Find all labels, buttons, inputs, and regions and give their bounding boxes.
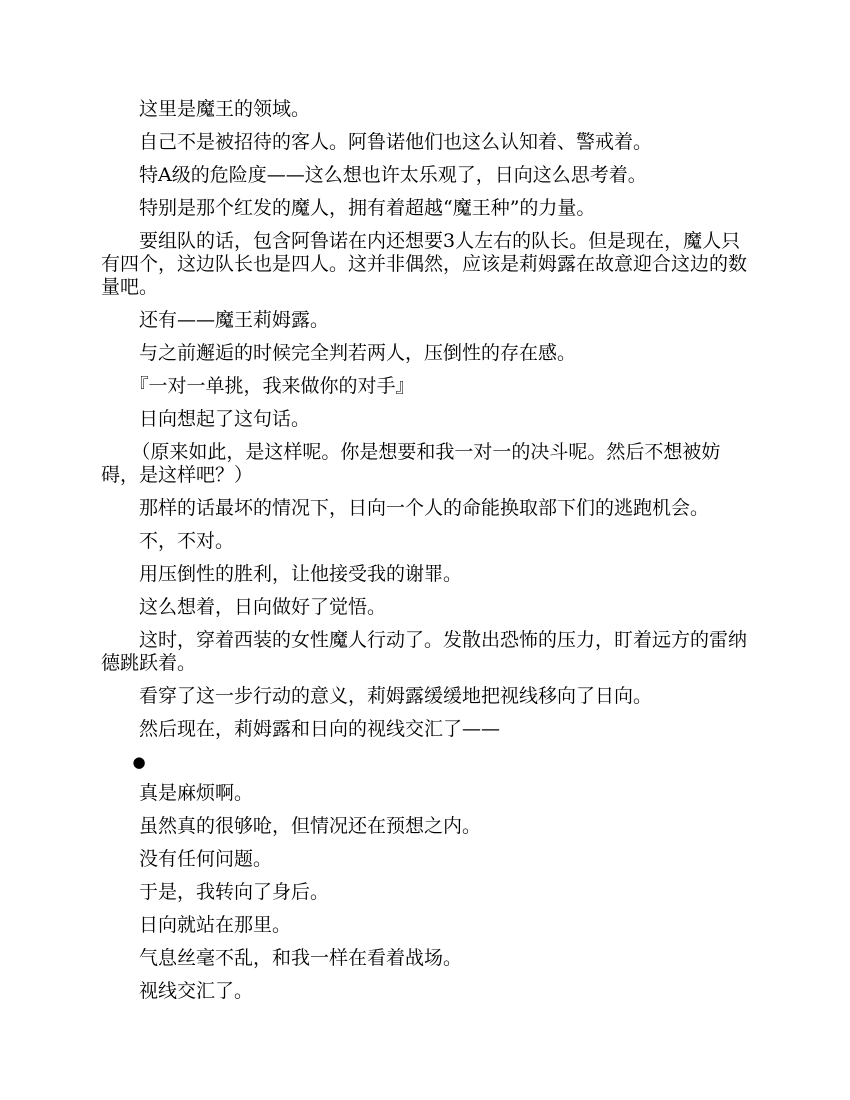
paragraph: 看穿了这一步行动的意义，莉姆露缓缓地把视线移向了日向。 (139, 685, 653, 707)
paragraph: 不，不对。 (139, 530, 235, 552)
paragraph: 要组队的话，包含阿鲁诺在内还想要3人左右的队长。但是现在，魔人只有四个，这边队长也是四人。这并非偶然，应该是莉姆露在故意迎合这边的数量吧。 (101, 230, 748, 298)
paragraph: （原来如此，是这样呢。你是想要和我一对一的决斗呢。然后不想被妨碍，是这样吧？） (101, 441, 721, 486)
paragraph: 这里是魔王的领域。 (139, 98, 311, 120)
paragraph: 日向想起了这句话。 (139, 408, 311, 430)
paragraph: 气息丝毫不乱，和我一样在看着战场。 (139, 947, 463, 969)
paragraph: 用压倒性的胜利，让他接受我的谢罪。 (139, 563, 463, 585)
paragraph: 于是，我转向了身后。 (139, 881, 330, 903)
paragraph: 视线交汇了。 (139, 980, 254, 1002)
paragraph: 还有——魔王莉姆露。 (139, 309, 330, 331)
paragraph: 没有任何问题。 (139, 848, 273, 870)
paragraph: 这么想着，日向做好了觉悟。 (139, 596, 387, 618)
paragraph: 自己不是被招待的客人。阿鲁诺他们也这么认知着、警戒着。 (139, 131, 653, 153)
paragraph: 日向就站在那里。 (139, 914, 292, 936)
paragraph: 特A级的危险度——这么想也许太乐观了，日向这么思考着。 (139, 164, 647, 186)
paragraph: 这时，穿着西装的女性魔人行动了。发散出恐怖的压力，盯着远方的雷纳德跳跃着。 (101, 629, 748, 674)
paragraph: 真是麻烦啊。 (139, 782, 254, 804)
paragraph: 『一对一单挑，我来做你的对手』 (129, 375, 415, 397)
paragraph: 虽然真的很够呛，但情况还在预想之内。 (139, 815, 482, 837)
paragraph: 特别是那个红发的魔人，拥有着超越“魔王种”的力量。 (139, 197, 596, 219)
body-text (101, 98, 751, 1013)
paragraph: 那样的话最坏的情况下，日向一个人的命能换取部下们的逃跑机会。 (139, 497, 710, 519)
section-separator: ● (132, 753, 146, 771)
paragraph: 与之前邂逅的时候完全判若两人，压倒性的存在感。 (139, 342, 577, 364)
paragraph: 然后现在，莉姆露和日向的视线交汇了—— (139, 718, 501, 740)
